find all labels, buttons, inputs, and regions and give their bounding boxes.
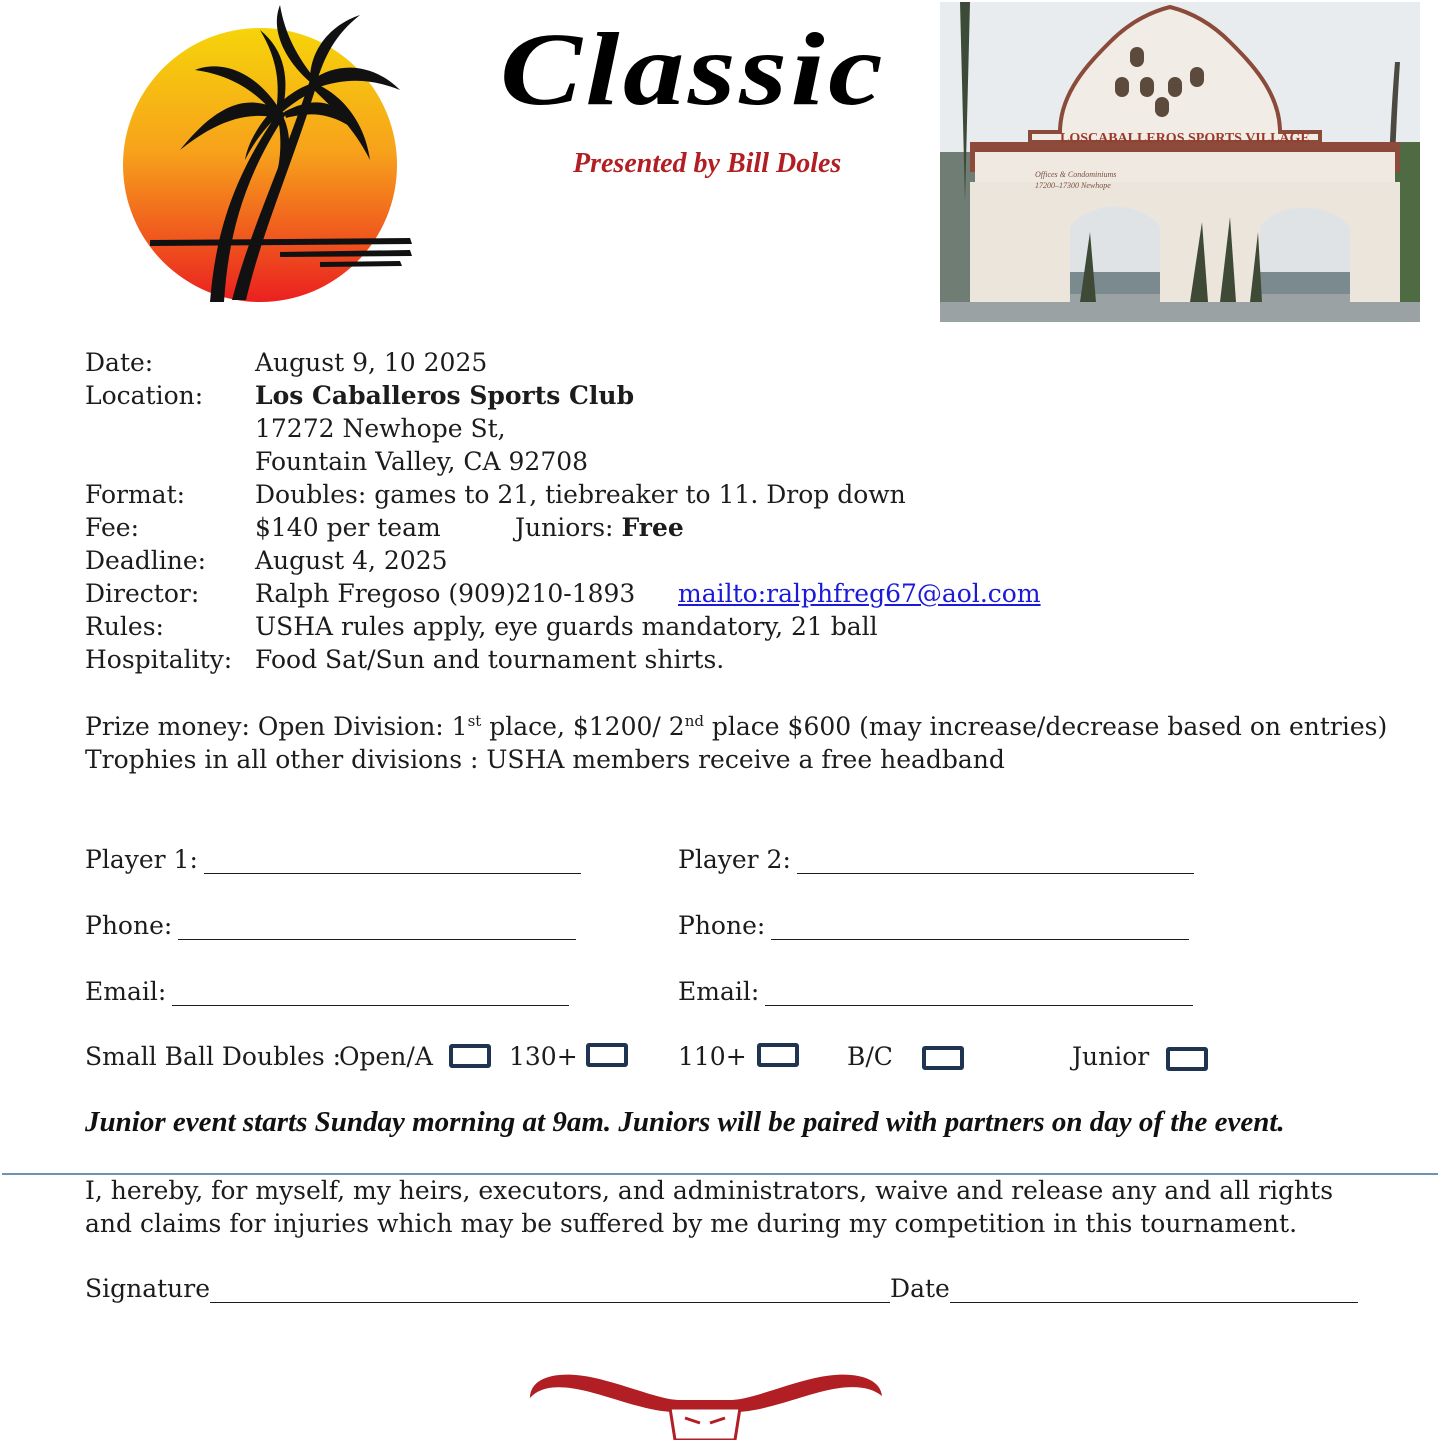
director-label: Director: (85, 579, 200, 608)
longhorn-icon (520, 1368, 890, 1440)
location-city: Fountain Valley, CA 92708 (255, 447, 589, 476)
player1-blank[interactable] (204, 848, 581, 874)
signature-date-label: Date (890, 1274, 950, 1303)
location-street: 17272 Newhope St, (255, 414, 506, 443)
prize-text-c: place $600 (may increase/decrease based on entries) (703, 712, 1388, 741)
prize-line-2: Trophies in all other divisions : USHA members receive a free headband (85, 745, 1005, 774)
director-email-link[interactable]: mailto:ralphfreg67@aol.com (678, 579, 1041, 608)
date-value: August 9, 10 2025 (255, 348, 488, 377)
division-junior-checkbox[interactable] (1166, 1047, 1208, 1071)
format-label: Format: (85, 480, 186, 509)
fee-value: $140 per team (255, 513, 441, 542)
location-row (85, 379, 1041, 412)
phone1-blank[interactable] (178, 914, 576, 940)
player1-field (85, 845, 581, 874)
player1-label: Player 1: (85, 845, 198, 874)
phone2-blank[interactable] (771, 914, 1189, 940)
division-130-label: 130+ (509, 1042, 578, 1071)
location-city-row (85, 445, 1041, 478)
junior-event-note: Junior event starts Sunday morning at 9am. Juniors will be paired with partners on day of the event. (85, 1106, 1285, 1138)
division-110-checkbox[interactable] (757, 1043, 799, 1067)
prize-section (85, 710, 1387, 776)
phone2-label: Phone: (678, 911, 766, 940)
phone2-field (678, 911, 1189, 940)
fee-row (85, 511, 1041, 544)
photo-plaque-line-1: Offices & Condominiums (1035, 170, 1117, 179)
location-name: Los Caballeros Sports Club (255, 381, 635, 410)
player2-field (678, 845, 1194, 874)
hospitality-label: Hospitality: (85, 645, 233, 674)
director-value: Ralph Fregoso (909)210-1893 (255, 579, 636, 608)
location-street-row (85, 412, 1041, 445)
deadline-value: August 4, 2025 (255, 546, 448, 575)
sports-village-photo (940, 2, 1420, 322)
fee-label: Fee: (85, 513, 139, 542)
signature-date-blank[interactable] (950, 1277, 1358, 1303)
division-bc-checkbox[interactable] (922, 1046, 964, 1070)
rules-row (85, 610, 1041, 643)
prize-text-a: Prize money: Open Division: 1 (85, 712, 468, 741)
format-row (85, 478, 1041, 511)
signature-blank[interactable] (210, 1277, 890, 1303)
player2-label: Player 2: (678, 845, 791, 874)
division-open-a-label: Open/A (339, 1042, 433, 1071)
division-bc-label: B/C (847, 1042, 893, 1071)
juniors-value: Free (621, 513, 684, 542)
format-value: Doubles: games to 21, tiebreaker to 11. Drop down (255, 480, 906, 509)
date-label: Date: (85, 348, 154, 377)
photo-plaque-line-2: 17200–17300 Newhope (1035, 181, 1111, 190)
email1-label: Email: (85, 977, 167, 1006)
juniors-label: Juniors: (515, 513, 614, 542)
event-title: Classic (500, 12, 887, 127)
date-row (85, 346, 1041, 379)
palm-sunset-logo (120, 0, 420, 310)
presented-by: Presented by Bill Doles (573, 148, 842, 179)
prize-sup-2: nd (684, 712, 704, 730)
photo-sign-text: LOSCABALLEROS SPORTS VILLAGE (1060, 131, 1310, 146)
email2-label: Email: (678, 977, 760, 1006)
division-130-checkbox[interactable] (586, 1043, 628, 1067)
divisions-label: Small Ball Doubles : (85, 1042, 342, 1071)
hospitality-value: Food Sat/Sun and tournament shirts. (255, 645, 725, 674)
phone1-field (85, 911, 576, 940)
division-junior-label: Junior (1072, 1042, 1150, 1071)
deadline-label: Deadline: (85, 546, 207, 575)
signature-field (85, 1274, 1358, 1303)
location-label: Location: (85, 381, 204, 410)
division-open-a-checkbox[interactable] (449, 1044, 491, 1068)
hospitality-row (85, 643, 1041, 676)
prize-sup-1: st (467, 712, 482, 730)
rules-value: USHA rules apply, eye guards mandatory, 21 ball (255, 612, 878, 641)
player2-blank[interactable] (797, 848, 1194, 874)
event-details (85, 346, 1041, 676)
deadline-row (85, 544, 1041, 577)
director-row (85, 577, 1041, 610)
rules-label: Rules: (85, 612, 164, 641)
email1-blank[interactable] (172, 980, 569, 1006)
email2-blank[interactable] (765, 980, 1193, 1006)
waiver-text: I, hereby, for myself, my heirs, executors, and administrators, waive and release any and all rights and claims for injuries which may be suffered by me during my competition in this tournament. (85, 1176, 1334, 1238)
prize-text-b: place, $1200/ 2 (481, 712, 685, 741)
email2-field (678, 977, 1193, 1006)
prize-line-1 (85, 710, 1387, 743)
email1-field (85, 977, 569, 1006)
division-110-label: 110+ (678, 1042, 747, 1071)
phone1-label: Phone: (85, 911, 173, 940)
signature-label: Signature (85, 1274, 211, 1303)
